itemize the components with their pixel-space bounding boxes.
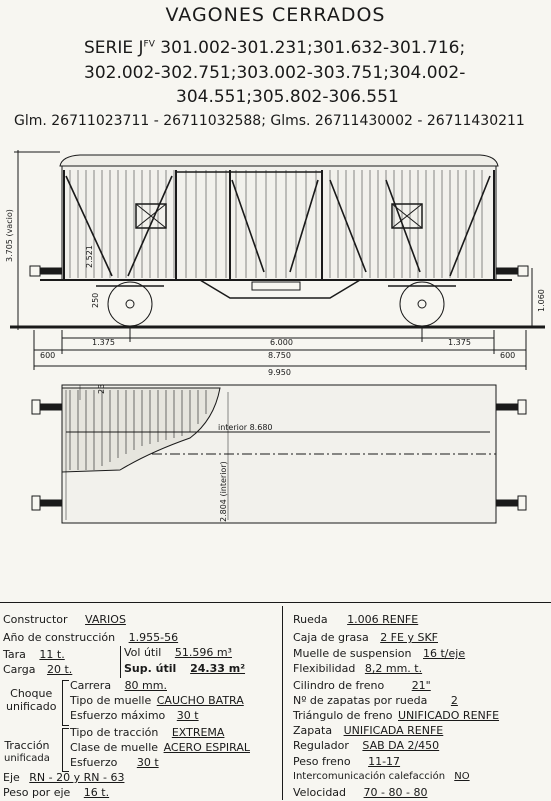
spec-regulador: Regulador SAB DA 2/450 xyxy=(293,739,440,752)
serie-line-1: SERIE $J^{FV}$ 301.002-301.231;301.632-301.716; xyxy=(84,38,466,58)
dim-door-height: 2.521 xyxy=(85,245,94,268)
spec-zapata: Zapata UNIFICADA RENFE xyxy=(293,724,444,737)
spec-constructor: Constructor VARIOS xyxy=(3,613,126,626)
spec-flexibilidad: Flexibilidad 8,2 mm. t. xyxy=(293,662,423,675)
spec-year: Año de construcción 1.955-56 xyxy=(3,631,179,644)
spec-zapatas: Nº de zapatas por rueda 2 xyxy=(293,694,458,707)
spec-cilindro: Cilindro de freno 21" xyxy=(293,679,431,692)
spec-peso-eje: Peso por eje 16 t. xyxy=(3,786,110,799)
traccion-group-label: Tracción unificada xyxy=(4,739,50,764)
spec-tara: Tara 11 t. xyxy=(3,648,65,661)
glm-line: Glm. 26711023711 - 26711032588; Glms. 26711430002 - 26711430211 xyxy=(14,113,525,129)
dim-body-length: 8.750 xyxy=(268,351,291,360)
spec-carrera: Carrera 80 mm. xyxy=(70,679,167,692)
dim-overhang-right: 600 xyxy=(500,351,516,360)
dim-buffer-height: 1.060 xyxy=(537,289,546,312)
dim-wheel-offset-right: 1.375 xyxy=(448,338,471,347)
dim-overhang-left: 600 xyxy=(40,351,56,360)
tara-divider xyxy=(120,646,121,678)
spec-rueda: Rueda 1.006 RENFE xyxy=(293,613,419,626)
dim-wheel-offset-left: 1.375 xyxy=(92,338,115,347)
spec-peso-freno: Peso freno 11-17 xyxy=(293,755,401,768)
choque-brace xyxy=(62,680,69,726)
spec-divider xyxy=(282,606,283,800)
spec-carga: Carga 20 t. xyxy=(3,663,73,676)
spec-muelle-suspension: Muelle de suspension 16 t/eje xyxy=(293,647,466,660)
dim-length-over-buffers: 9.950 xyxy=(268,368,291,377)
spec-triangulo: Triángulo de freno UNIFICADO RENFE xyxy=(293,709,500,722)
page-title: VAGONES CERRADOS xyxy=(165,4,386,26)
spec-clase-muelle: Clase de muelle ACERO ESPIRAL xyxy=(70,741,250,754)
spec-caja-grasa: Caja de grasa 2 FE y SKF xyxy=(293,631,438,644)
traccion-brace xyxy=(62,728,69,772)
choque-group-label: Choque unificado xyxy=(6,687,57,713)
spec-velocidad: Velocidad 70 - 80 - 80 xyxy=(293,786,428,799)
spec-esfuerzo-max: Esfuerzo máximo 30 t xyxy=(70,709,199,722)
spec-muelle: Tipo de muelle CAUCHO BATRA xyxy=(70,694,244,707)
serie-line-2: 302.002-302.751;303.002-303.751;304.002- xyxy=(84,63,466,83)
dim-wheelbase: 6.000 xyxy=(270,338,293,347)
spec-sup: Sup. útil 24.33 m² xyxy=(124,662,246,675)
dim-floor-height: 250 xyxy=(91,292,100,308)
dim-height-total: 3.705 (vacio) xyxy=(5,209,14,262)
serie-line-3: 304.551;305.802-306.551 xyxy=(176,87,399,107)
spec-esfuerzo-traccion: Esfuerzo 30 t xyxy=(70,756,159,769)
spec-vol: Vol útil 51.596 m³ xyxy=(124,646,232,659)
spec-eje: Eje RN - 20 y RN - 63 xyxy=(3,771,125,784)
spec-tipo-traccion: Tipo de tracción EXTREMA xyxy=(70,726,225,739)
spec-intercomunicacion: Intercomunicación calefacción NO xyxy=(293,771,470,782)
dim-interior-width: 2.804 (interior) xyxy=(219,461,228,522)
dim-wall-thickness: 23 xyxy=(97,383,106,394)
dim-interior-length: interior 8.680 xyxy=(218,423,273,432)
